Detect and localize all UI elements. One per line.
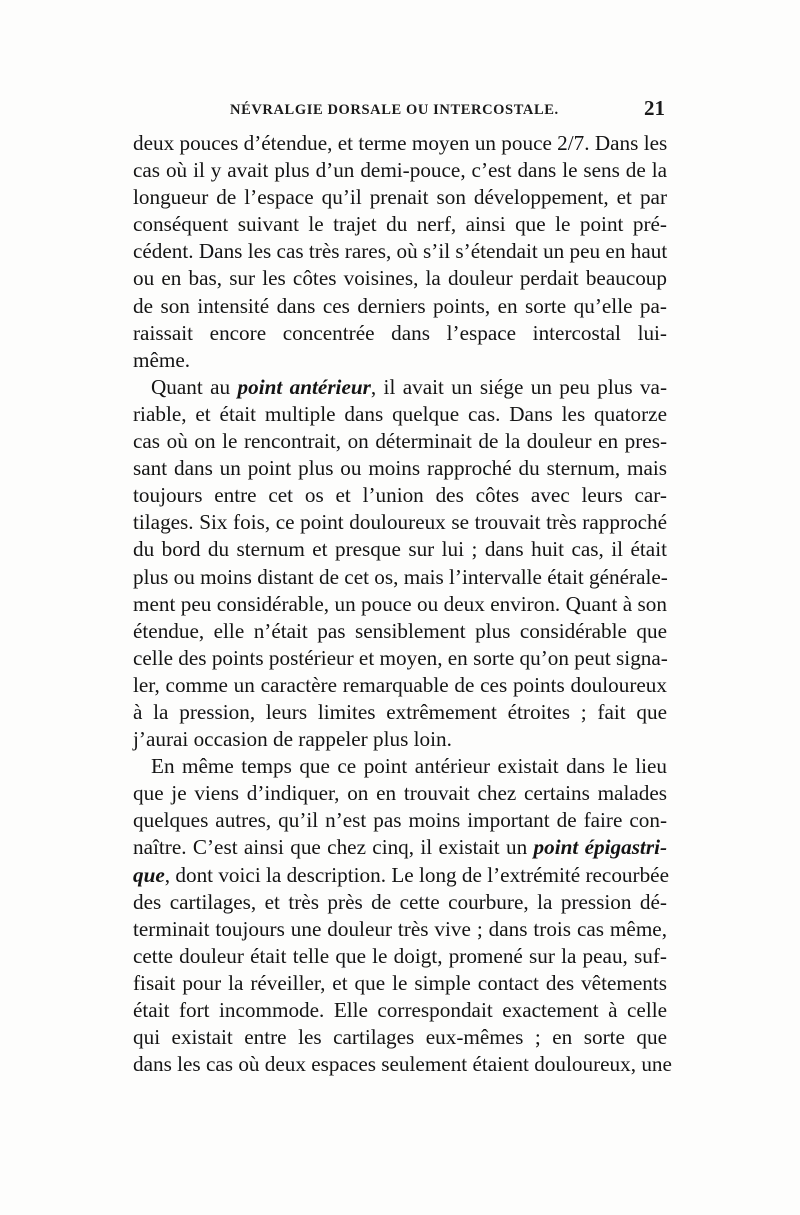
italic-term-point-epigastrique: point épigastri- xyxy=(533,835,668,860)
text-line: ou en bas, sur les côtes voisines, la douleur perdait beaucoup xyxy=(133,266,667,291)
text-line: fisait pour la réveiller, et que le simple contact des vêtements xyxy=(133,970,667,995)
text-line: longueur de l’espace qu’il prenait son développement, et par xyxy=(133,185,667,210)
text-line: étendue, elle n’était pas sensiblement plus considérable que xyxy=(133,618,667,643)
paragraph-2 xyxy=(133,374,667,753)
text-line: cédent. Dans les cas très rares, où s’il s’étendait un peu en haut xyxy=(133,239,668,264)
italic-term-continuation: que xyxy=(133,862,165,887)
text-line xyxy=(133,834,667,861)
text-line: conséquent suivant le trajet du nerf, ainsi que le point pré- xyxy=(133,212,667,237)
text-line: toujours entre cet os et l’union des côtes avec leurs car- xyxy=(133,483,667,508)
text-line: En même temps que ce point antérieur existait dans le lieu xyxy=(151,754,667,779)
text-line: cette douleur était telle que le doigt, promené sur la peau, suf- xyxy=(133,943,667,968)
text-line xyxy=(133,374,667,401)
running-title: NÉVRALGIE DORSALE OU INTERCOSTALE. xyxy=(230,102,559,118)
text-line: que je viens d’indiquer, on en trouvait chez certains malades xyxy=(133,781,667,806)
text-line: cas où il y avait plus d’un demi-pouce, c’est dans le sens de la xyxy=(133,158,667,183)
paragraph-3 xyxy=(133,753,672,1078)
text-line: dans les cas où deux espaces seulement étaient douloureux, une xyxy=(133,1052,672,1077)
text-run: Quant au xyxy=(151,374,238,399)
text-line: riable, et était multiple dans quelque cas. Dans les quatorze xyxy=(133,401,667,426)
body-text xyxy=(133,130,672,1078)
text-line: qui existait entre les cartilages eux-mêmes ; en sorte que xyxy=(133,1025,667,1050)
text-line: celle des points postérieur et moyen, en sorte qu’on peut signa- xyxy=(133,645,668,670)
text-line: deux pouces d’étendue, et terme moyen un pouce 2/7. Dans les xyxy=(133,131,668,155)
text-run: , il avait un siége un peu plus va- xyxy=(370,374,667,399)
text-line: des cartilages, et très près de cette courbure, la pression dé- xyxy=(133,889,667,914)
text-line: sant dans un point plus ou moins rapproché du sternum, mais xyxy=(133,456,667,481)
text-line: terminait toujours une douleur très vive ; dans trois cas même, xyxy=(133,916,667,941)
text-run: , dont voici la description. Le long de l’extrémité recourbée xyxy=(164,862,669,887)
text-line: même. xyxy=(133,347,191,372)
text-line: ment peu considérable, un pouce ou deux environ. Quant à son xyxy=(133,591,667,616)
text-line: raissait encore concentrée dans l’espace intercostal lui- xyxy=(133,320,667,345)
paragraph-1 xyxy=(133,130,667,374)
text-line: du bord du sternum et presque sur lui ; dans huit cas, il était xyxy=(133,537,667,562)
text-line: plus ou moins distant de cet os, mais l’intervalle était générale- xyxy=(133,564,668,589)
text-line: j’aurai occasion de rappeler plus loin. xyxy=(133,727,452,752)
page-number: 21 xyxy=(644,96,665,120)
italic-term-point-anterieur: point antérieur xyxy=(237,374,371,399)
text-line: de son intensité dans ces derniers points, en sorte qu’elle pa- xyxy=(133,293,667,318)
text-line: quelques autres, qu’il n’est pas moins important de faire con- xyxy=(133,808,667,833)
text-line: cas où on le rencontrait, on déterminait de la douleur en pres- xyxy=(133,429,667,454)
text-line: à la pression, leurs limites extrêmement étroites ; fait que xyxy=(133,699,667,724)
text-run: naître. C’est ainsi que chez cinq, il existait un xyxy=(133,835,534,860)
text-line xyxy=(133,862,667,889)
text-line: tilages. Six fois, ce point douloureux se trouvait très rapproché xyxy=(133,510,667,535)
running-head xyxy=(135,98,665,124)
text-line: ler, comme un caractère remarquable de ces points douloureux xyxy=(133,672,667,697)
text-line: était fort incommode. Elle correspondait exactement à celle xyxy=(133,998,667,1022)
